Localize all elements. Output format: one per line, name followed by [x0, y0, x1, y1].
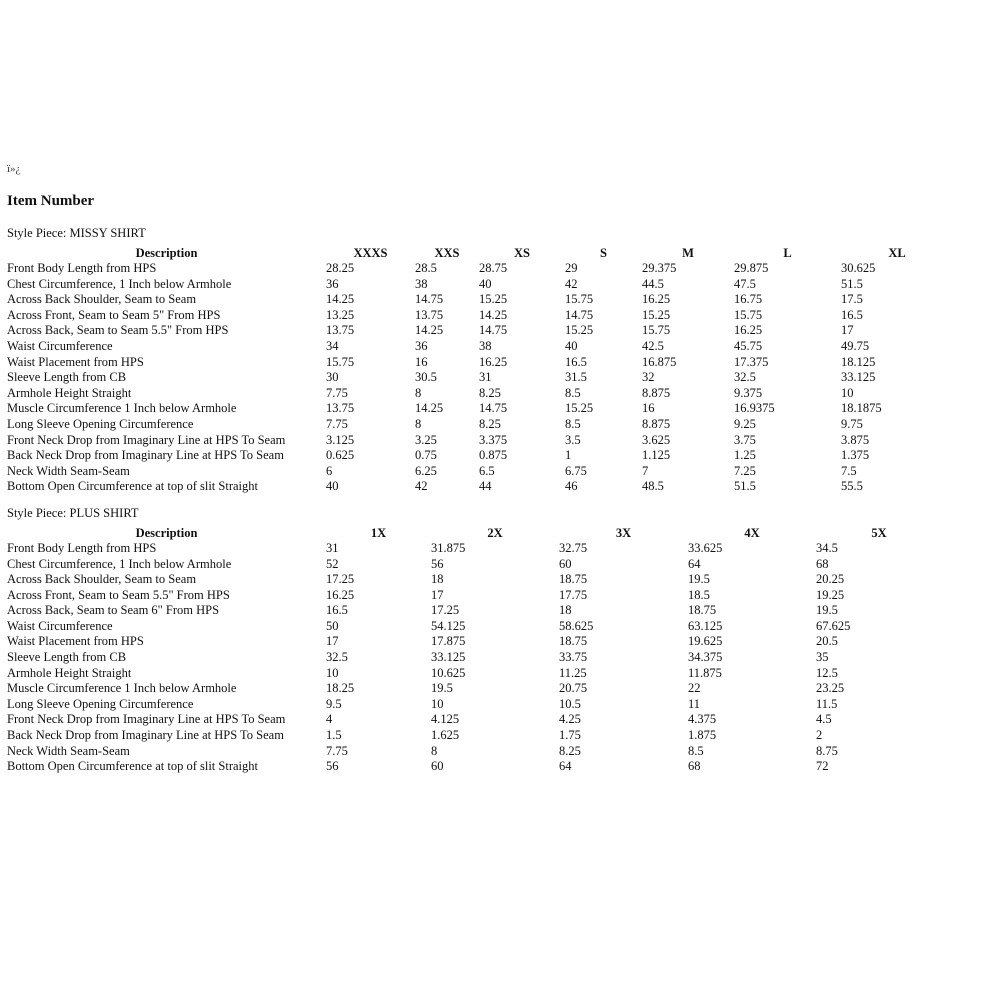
measurement-value: 64	[559, 759, 572, 774]
measurement-value: 16.25	[642, 292, 671, 307]
measurement-value: 16.5	[565, 354, 587, 369]
measurement-value: 33.625	[688, 540, 723, 555]
measurement-value: 46	[565, 479, 578, 494]
measurement-value: 3.5	[565, 432, 581, 447]
table-row	[7, 712, 942, 728]
measurement-description: Chest Circumference, 1 Inch below Armhole	[7, 276, 232, 291]
measurement-value: 7	[642, 463, 649, 478]
measurement-value: 8.875	[642, 385, 671, 400]
measurement-value: 32.75	[559, 540, 588, 555]
measurement-description: Sleeve Length from CB	[7, 650, 127, 665]
table-row	[7, 323, 953, 339]
measurement-value: 11.25	[559, 665, 587, 680]
measurement-value: 1.625	[431, 728, 460, 743]
measurement-value: 51.5	[841, 276, 863, 291]
measurement-value: 22	[688, 681, 701, 696]
measurement-value: 7.75	[326, 416, 348, 431]
measurement-value: 51.5	[734, 479, 756, 494]
measurement-value: 3.75	[734, 432, 756, 447]
table-row	[7, 401, 953, 417]
measurement-description: Armhole Height Straight	[7, 665, 132, 680]
measurement-value: 16	[415, 354, 428, 369]
measurement-value: 19.5	[816, 603, 838, 618]
measurement-value: 60	[431, 759, 444, 774]
measurement-description: Front Neck Drop from Imaginary Line at HPS To Seam	[7, 712, 286, 727]
measurement-description: Long Sleeve Opening Circumference	[7, 696, 194, 711]
header-cell: Description	[135, 246, 198, 260]
header-cell: XL	[888, 246, 906, 260]
plus-style-label: Style Piece: PLUS SHIRT	[7, 505, 139, 520]
measurement-value: 14.75	[479, 323, 508, 338]
measurement-value: 14.25	[326, 292, 355, 307]
measurement-value: 8.5	[688, 743, 704, 758]
measurement-value: 31.875	[431, 540, 466, 555]
measurement-value: 4.125	[431, 712, 460, 727]
measurement-value: 11.875	[688, 665, 722, 680]
measurement-value: 30.5	[415, 370, 437, 385]
measurement-description: Front Neck Drop from Imaginary Line at HPS To Seam	[7, 432, 286, 447]
measurement-value: 11.5	[816, 696, 838, 711]
header-cell: 2X	[487, 525, 503, 540]
measurement-value: 7.75	[326, 743, 348, 758]
measurement-description: Front Body Length from HPS	[7, 261, 157, 275]
measurement-value: 23.25	[816, 681, 845, 696]
measurement-value: 18.125	[841, 354, 876, 369]
measurement-value: 7.75	[326, 385, 348, 400]
measurement-value: 63.125	[688, 618, 723, 633]
table-row	[7, 744, 942, 760]
plus-size-table	[7, 525, 942, 775]
measurement-value: 16.5	[326, 603, 348, 618]
measurement-value: 38	[479, 338, 492, 353]
measurement-value: 64	[688, 556, 701, 571]
measurement-value: 34.375	[688, 650, 723, 665]
measurement-value: 13.75	[326, 323, 355, 338]
measurement-value: 6	[326, 463, 333, 478]
measurement-value: 19.25	[816, 587, 845, 602]
measurement-value: 45.75	[734, 338, 763, 353]
header-cell: 3X	[615, 525, 632, 540]
missy-table-body	[7, 261, 953, 495]
measurement-description: Muscle Circumference 1 Inch below Armhole	[7, 401, 237, 416]
measurement-value: 11	[688, 696, 701, 711]
table-row	[7, 697, 942, 713]
measurement-value: 18	[559, 603, 572, 618]
page-title: Item Number	[7, 193, 95, 209]
measurement-value: 8.5	[565, 416, 581, 431]
header-cell: XXS	[434, 246, 460, 260]
measurement-value: 10.5	[559, 696, 581, 711]
measurement-description: Neck Width Seam-Seam	[7, 463, 130, 478]
measurement-value: 17	[431, 587, 444, 602]
measurement-value: 15.25	[565, 401, 594, 416]
table-row	[7, 557, 942, 573]
measurement-value: 20.25	[816, 572, 845, 587]
measurement-value: 16.75	[734, 292, 763, 307]
spec-document	[7, 162, 993, 775]
measurement-value: 20.5	[816, 634, 838, 649]
measurement-value: 14.75	[415, 292, 444, 307]
measurement-value: 0.625	[326, 448, 355, 463]
table-row	[7, 588, 942, 604]
measurement-value: 15.25	[479, 292, 508, 307]
measurement-value: 44	[479, 479, 492, 494]
measurement-value: 68	[688, 759, 701, 774]
measurement-value: 56	[326, 759, 339, 774]
measurement-value: 68	[816, 556, 829, 571]
measurement-value: 31	[479, 370, 492, 385]
measurement-value: 33.125	[431, 650, 466, 665]
measurement-value: 7.5	[841, 463, 857, 478]
measurement-value: 8.5	[565, 385, 581, 400]
plus-table-body	[7, 541, 942, 775]
table-row	[7, 572, 942, 588]
table-row	[7, 417, 953, 433]
measurement-description: Waist Placement from HPS	[7, 634, 144, 649]
measurement-value: 15.25	[565, 323, 594, 338]
measurement-value: 16.25	[734, 323, 763, 338]
measurement-value: 16.25	[479, 354, 508, 369]
table-row	[7, 292, 953, 308]
table-row	[7, 541, 942, 557]
header-cell: L	[783, 246, 792, 260]
measurement-description: Muscle Circumference 1 Inch below Armhole	[7, 681, 237, 696]
measurement-value: 42	[415, 479, 428, 494]
header-cell: 5X	[871, 525, 887, 540]
measurement-value: 16.875	[642, 354, 677, 369]
measurement-value: 34	[326, 338, 339, 353]
table-row	[7, 433, 953, 449]
measurement-value: 17.75	[559, 587, 588, 602]
measurement-value: 18.5	[688, 587, 710, 602]
table-row	[7, 666, 942, 682]
table-row	[7, 261, 953, 277]
measurement-value: 2	[816, 728, 823, 743]
encoding-artifact-text: ï»¿	[7, 163, 21, 175]
measurement-description: Bottom Open Circumference at top of slit Straight	[7, 479, 258, 494]
measurement-value: 20.75	[559, 681, 588, 696]
measurement-value: 10	[326, 665, 339, 680]
measurement-value: 10.625	[431, 665, 466, 680]
table-row	[7, 603, 942, 619]
measurement-value: 18.75	[559, 572, 588, 587]
measurement-description: Waist Circumference	[7, 338, 113, 353]
measurement-description: Bottom Open Circumference at top of slit Straight	[7, 759, 258, 774]
table-header-row	[7, 245, 953, 261]
table-row	[7, 448, 953, 464]
measurement-value: 55.5	[841, 479, 863, 494]
measurement-value: 28.5	[415, 261, 437, 275]
measurement-value: 9.375	[734, 385, 763, 400]
header-cell: 4X	[744, 525, 760, 540]
measurement-value: 4	[326, 712, 333, 727]
measurement-value: 33.125	[841, 370, 876, 385]
measurement-value: 35	[816, 650, 829, 665]
measurement-value: 50	[326, 618, 339, 633]
header-cell: Description	[135, 525, 198, 540]
measurement-value: 1.875	[688, 728, 717, 743]
measurement-description: Waist Placement from HPS	[7, 354, 144, 369]
measurement-description: Across Back, Seam to Seam 6" From HPS	[7, 603, 220, 618]
measurement-value: 1.125	[642, 448, 671, 463]
missy-size-table	[7, 245, 953, 495]
measurement-value: 67.625	[816, 618, 851, 633]
measurement-value: 8.875	[642, 416, 671, 431]
measurement-value: 1	[565, 448, 572, 463]
measurement-description: Waist Circumference	[7, 618, 113, 633]
measurement-value: 16.9375	[734, 401, 775, 416]
measurement-value: 17.25	[431, 603, 460, 618]
measurement-value: 19.5	[431, 681, 453, 696]
measurement-value: 6.5	[479, 463, 495, 478]
measurement-value: 18.75	[559, 634, 588, 649]
measurement-value: 13.75	[415, 307, 444, 322]
measurement-value: 34.5	[816, 540, 838, 555]
measurement-value: 58.625	[559, 618, 594, 633]
measurement-value: 3.25	[415, 432, 437, 447]
measurement-value: 29	[565, 261, 578, 275]
measurement-value: 47.5	[734, 276, 756, 291]
measurement-value: 1.375	[841, 448, 870, 463]
measurement-value: 40	[565, 338, 578, 353]
measurement-value: 8.25	[559, 743, 581, 758]
measurement-value: 40	[326, 479, 339, 494]
measurement-value: 0.75	[415, 448, 437, 463]
measurement-description: Across Front, Seam to Seam 5.5" From HPS	[7, 587, 230, 602]
header-cell: M	[682, 246, 694, 260]
measurement-value: 36	[326, 276, 339, 291]
table-row	[7, 386, 953, 402]
missy-style-label: Style Piece: MISSY SHIRT	[7, 226, 146, 240]
measurement-value: 17	[326, 634, 339, 649]
measurement-value: 3.125	[326, 432, 355, 447]
measurement-value: 30	[326, 370, 339, 385]
measurement-description: Neck Width Seam-Seam	[7, 743, 130, 758]
measurement-description: Sleeve Length from CB	[7, 370, 127, 385]
measurement-value: 3.875	[841, 432, 870, 447]
measurement-value: 16.25	[326, 587, 355, 602]
measurement-value: 14.25	[479, 307, 508, 322]
header-cell: S	[600, 246, 607, 260]
measurement-value: 32.5	[326, 650, 348, 665]
measurement-value: 17.5	[841, 292, 863, 307]
measurement-value: 1.75	[559, 728, 581, 743]
table-row	[7, 339, 953, 355]
table-row	[7, 759, 942, 775]
measurement-value: 6.25	[415, 463, 437, 478]
measurement-description: Across Back Shoulder, Seam to Seam	[7, 292, 197, 307]
measurement-value: 31	[326, 540, 339, 555]
measurement-value: 13.75	[326, 401, 355, 416]
measurement-value: 18	[431, 572, 444, 587]
measurement-value: 28.25	[326, 261, 355, 275]
header-cell: XS	[514, 246, 530, 260]
measurement-value: 14.25	[415, 401, 444, 416]
measurement-value: 29.875	[734, 261, 769, 275]
table-row	[7, 464, 953, 480]
measurement-description: Chest Circumference, 1 Inch below Armhole	[7, 556, 232, 571]
measurement-description: Armhole Height Straight	[7, 385, 132, 400]
measurement-description: Long Sleeve Opening Circumference	[7, 416, 194, 431]
measurement-value: 29.375	[642, 261, 677, 275]
measurement-value: 0.875	[479, 448, 508, 463]
measurement-value: 8.75	[816, 743, 838, 758]
measurement-value: 8.25	[479, 385, 501, 400]
measurement-value: 1.5	[326, 728, 342, 743]
table-row	[7, 479, 953, 495]
measurement-value: 17.875	[431, 634, 466, 649]
measurement-value: 8	[415, 385, 422, 400]
measurement-value: 15.75	[642, 323, 671, 338]
measurement-value: 10	[841, 385, 854, 400]
measurement-value: 15.75	[734, 307, 763, 322]
measurement-value: 14.25	[415, 323, 444, 338]
table-row	[7, 681, 942, 697]
measurement-description: Across Back, Seam to Seam 5.5" From HPS	[7, 323, 229, 338]
measurement-value: 16	[642, 401, 655, 416]
measurement-value: 19.5	[688, 572, 710, 587]
measurement-value: 17.25	[326, 572, 355, 587]
measurement-value: 14.75	[565, 307, 594, 322]
measurement-value: 15.25	[642, 307, 671, 322]
measurement-value: 8	[415, 416, 422, 431]
table-row	[7, 728, 942, 744]
measurement-value: 54.125	[431, 618, 466, 633]
measurement-value: 49.75	[841, 338, 870, 353]
measurement-value: 42	[565, 276, 578, 291]
measurement-value: 18.75	[688, 603, 717, 618]
measurement-value: 15.75	[565, 292, 594, 307]
header-cell: XXXS	[353, 246, 388, 260]
measurement-value: 32	[642, 370, 655, 385]
measurement-value: 14.75	[479, 401, 508, 416]
measurement-value: 4.375	[688, 712, 717, 727]
measurement-value: 72	[816, 759, 829, 774]
measurement-value: 28.75	[479, 261, 508, 275]
measurement-value: 15.75	[326, 354, 355, 369]
measurement-value: 38	[415, 276, 428, 291]
measurement-value: 10	[431, 696, 444, 711]
measurement-value: 3.375	[479, 432, 508, 447]
measurement-value: 16.5	[841, 307, 863, 322]
measurement-value: 13.25	[326, 307, 355, 322]
measurement-value: 4.5	[816, 712, 832, 727]
measurement-description: Front Body Length from HPS	[7, 540, 157, 555]
measurement-value: 30.625	[841, 261, 876, 275]
measurement-value: 8.25	[479, 416, 501, 431]
measurement-value: 17.375	[734, 354, 769, 369]
measurement-description: Across Back Shoulder, Seam to Seam	[7, 572, 197, 587]
measurement-value: 36	[415, 338, 428, 353]
measurement-value: 7.25	[734, 463, 756, 478]
measurement-value: 18.1875	[841, 401, 882, 416]
measurement-value: 56	[431, 556, 444, 571]
measurement-value: 44.5	[642, 276, 664, 291]
measurement-description: Back Neck Drop from Imaginary Line at HPS To Seam	[7, 728, 284, 743]
measurement-value: 1.25	[734, 448, 756, 463]
measurement-value: 31.5	[565, 370, 587, 385]
table-row	[7, 308, 953, 324]
measurement-value: 9.75	[841, 416, 863, 431]
measurement-value: 32.5	[734, 370, 756, 385]
table-row	[7, 277, 953, 293]
measurement-value: 6.75	[565, 463, 587, 478]
table-row	[7, 370, 953, 386]
table-row	[7, 619, 942, 635]
measurement-value: 52	[326, 556, 339, 571]
measurement-value: 60	[559, 556, 572, 571]
measurement-value: 18.25	[326, 681, 355, 696]
measurement-value: 12.5	[816, 665, 838, 680]
measurement-value: 42.5	[642, 338, 664, 353]
measurement-value: 4.25	[559, 712, 581, 727]
header-cell: 1X	[370, 525, 387, 540]
measurement-value: 9.25	[734, 416, 756, 431]
measurement-value: 48.5	[642, 479, 664, 494]
measurement-description: Across Front, Seam to Seam 5" From HPS	[7, 307, 221, 322]
table-header-row	[7, 525, 942, 541]
measurement-value: 33.75	[559, 650, 588, 665]
table-row	[7, 355, 953, 371]
table-row	[7, 650, 942, 666]
measurement-value: 8	[431, 743, 438, 758]
measurement-value: 17	[841, 323, 854, 338]
measurement-value: 19.625	[688, 634, 723, 649]
measurement-value: 3.625	[642, 432, 671, 447]
table-row	[7, 634, 942, 650]
measurement-value: 40	[479, 276, 492, 291]
measurement-value: 9.5	[326, 696, 342, 711]
measurement-description: Back Neck Drop from Imaginary Line at HPS To Seam	[7, 448, 284, 463]
